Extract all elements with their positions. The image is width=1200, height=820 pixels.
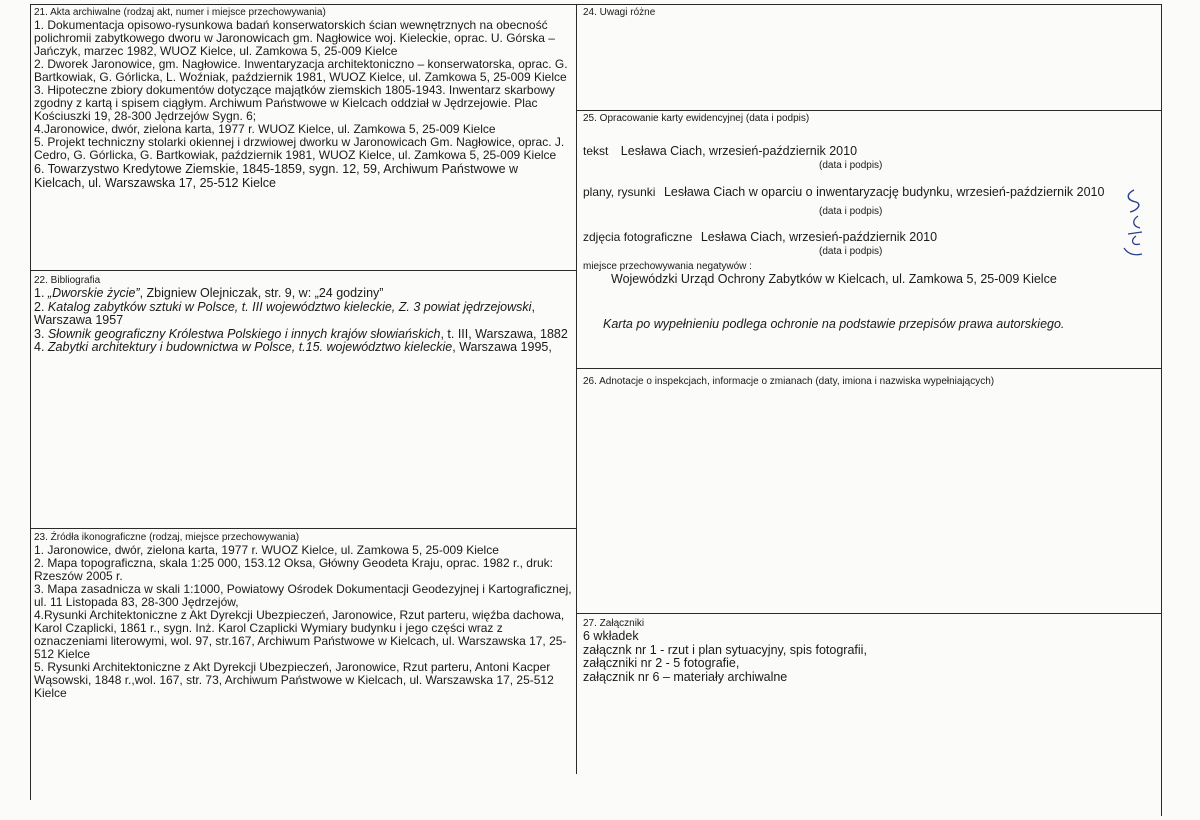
section-24-remarks [583,7,1153,19]
list-item: 3. Mapa zasadnicza w skali 1:1000, Powiatowy Ośrodek Dokumentacji Geodezyjnej i Kartograficznej, ul. 11 Listopada 83, 28-300 Jędrzejów, [34,582,572,609]
divider-21-22 [30,270,576,271]
section-23-list [34,544,572,700]
item-title: Zabytki architektury i budownictwa w Polsce, t.15. województwo kieleckie [47,340,453,354]
item-title: „Dworskie życie” [47,286,140,300]
item-number: 2. [34,299,48,314]
item-details: , Zbigniew Olejniczak, str. 9, w: „24 godziny” [139,286,384,300]
section-22-bibliography [34,275,572,355]
section-24-header: 24. Uwagi różne [583,7,656,18]
list-item: 6. Towarzystwo Kredytowe Ziemskie, 1845-1859, sygn. 12, 59, Archiwum Państwowe w Kielcach, ul. Warszawska 17, 25-512 Kielce [34,162,519,190]
item-number: 1. [34,286,48,300]
tekst-value: Lesława Ciach, wrzesień-październik 2010 [620,144,858,158]
plany-label: plany, rysunki [583,185,656,199]
list-item: 5. Projekt techniczny stolarki okiennej i drzwiowej dworku w Jaronowicach Gm. Nagłowice, oprac. J. Cedro, G. Górlicka, G. Bartkowiak, październik 1981, WUOZ Kielce, ul. Zamkowa 5, 25-009 Kielce [34,135,565,162]
negatives-location: Wojewódzki Urząd Ochrony Zabytków w Kielcach, ul. Zamkowa 5, 25-009 Kielce [611,272,1057,286]
list-item: 4.Jaronowice, dwór, zielona karta, 1977 r. WUOZ Kielce, ul. Zamkowa 5, 25-009 Kielce [34,122,496,136]
list-item [34,287,572,301]
negatives-label: miejsce przechowywania negatywów : [583,261,752,272]
section-25-header: 25. Opracowanie karty ewidencyjnej (data i podpis) [583,113,810,124]
item-number: 3. [34,326,48,341]
list-item: 5. Rysunki Architektoniczne z Akt Dyrekcji Ubezpieczeń, Jaronowice, Rzut parteru, Antoni Kacper Wąsowski, 1848 r.,wol. 167, str. 73, Archiwum Państwowe w Kielcach, ul. Warszawska 17, 25-512 Kielce [34,660,554,700]
divider-24-25 [576,110,1161,111]
section-25-card-preparation [583,113,1148,331]
top-border [30,4,1161,5]
right-border [1161,4,1162,816]
left-border [30,4,31,800]
tekst-label: tekst [583,144,609,158]
section-26-header: 26. Adnotacje o inspekcjach, informacje o zmianach (daty, imiona i nazwiska wypełniających) [583,376,995,387]
zdjecia-value: Lesława Ciach, wrzesień-październik 2010 [700,230,938,244]
item-details: , Warszawa 1957 [34,299,535,327]
section-23-header: 23. Źródła ikonograficzne (rodzaj, miejsce przechowywania) [34,532,300,543]
item-number: 4. [34,340,48,354]
date-sign-note: (data i podpis) [819,246,883,257]
zdjecia-label: zdjęcia fotograficzne [583,230,693,244]
copyright-note: Karta po wypełnieniu podlega ochronie na podstawie przepisów prawa autorskiego. [603,316,1065,331]
list-item: 2. Mapa topograficzna, skala 1:25 000, 153.12 Oksa, Główny Geodeta Kraju, oprac. 1982 r., druk: Rzeszów 2005 r. [34,556,553,583]
divider-25-26 [576,368,1161,369]
date-sign-note: (data i podpis) [819,160,883,171]
item-title: Katalog zabytków sztuki w Polsce, t. III województwo kieleckie, Z. 3 powiat jędrzejowski [47,299,532,314]
plans-author-row [583,183,1148,217]
section-21-list [34,19,572,190]
divider-22-23 [30,528,576,529]
section-21-header: 21. Akta archiwalne (rodzaj akt, numer i miejsce przechowywania) [34,7,326,18]
list-item: 1. Dokumentacja opisowo-rysunkowa badań konserwatorskich ścian wewnętrznych na obecność polichromii zabytkowego dworu w Jaronowicach gm. Nagłowice woj. Kieleckie, oprac. U. Górska – Jańczyk, marzec 1982, WUOZ Kielce, ul. Zamkowa 5, 25-009 Kielce [34,18,555,58]
section-22-header: 22. Bibliografia [34,275,101,286]
divider-26-27 [576,613,1161,614]
list-item: 4.Rysunki Architektoniczne z Akt Dyrekcji Ubezpieczeń, Jaronowice, Rzut parteru, więźba dachowa, Karol Czaplicki, 1861 r., sygn. Inż. Karol Czaplicki Wymiary budynku i jego części wraz z oznaczeniami literowymi, wol. 97, str.167, Archiwum Państwowe w Kielcach, ul. Warszawska 17, 25-512 Kielce [34,608,567,661]
item-details: , Warszawa 1995, [452,340,552,354]
section-27-attachments [583,618,1153,684]
column-divider [576,4,577,774]
section-27-header: 27. Załączniki [583,618,645,629]
text-author-row [583,142,1148,171]
photos-author-row [583,228,1148,257]
handwritten-signature [1112,184,1152,264]
list-item: załączniki nr 2 - 5 fotografie, [583,656,740,670]
plany-value: Lesława Ciach w oparciu o inwentaryzację budynku, wrzesień-październik 2010 [663,185,1105,199]
list-item: załącznk nr 1 - rzut i plan sytuacyjny, spis fotografii, [583,642,867,657]
list-item: 6 wkładek [583,629,639,643]
item-title: Słownik geograficzny Królestwa Polskiego i innych krajów słowiańskich [47,326,441,341]
list-item [34,301,572,328]
list-item [34,328,572,342]
date-sign-note: (data i podpis) [819,206,883,217]
section-23-iconographic-sources [34,532,572,700]
list-item [34,341,572,355]
list-item: 1. Jaronowice, dwór, zielona karta, 1977 r. WUOZ Kielce, ul. Zamkowa 5, 25-009 Kielce [34,543,499,557]
section-22-list [34,287,572,355]
section-21-archival-files [34,7,572,190]
section-27-list [583,630,1153,684]
item-details: , t. III, Warszawa, 1882 [440,326,568,341]
list-item: 2. Dworek Jaronowice, gm. Nagłowice. Inwentaryzacja architektoniczno – konserwatorska, oprac. G. Bartkowiak, G. Górlicka, L. Woźniak, październik 1981, WUOZ Kielce, ul. Zamkowa 5, 25-009 Kielce [34,57,568,84]
list-item: 3. Hipoteczne zbiory dokumentów dotyczące majątków ziemskich 1805-1943. Inwentarz skarbowy zgodny z kartą i spisem ciągłym. Archiwum Państwowe w Kielcach oddział w Jędrzejowie. Plac Kościuszki 19, 28-300 Jędrzejów Sygn. 6; [34,83,555,123]
section-26-inspection-notes [583,376,1153,388]
list-item: załącznik nr 6 – materiały archiwalne [583,669,788,684]
